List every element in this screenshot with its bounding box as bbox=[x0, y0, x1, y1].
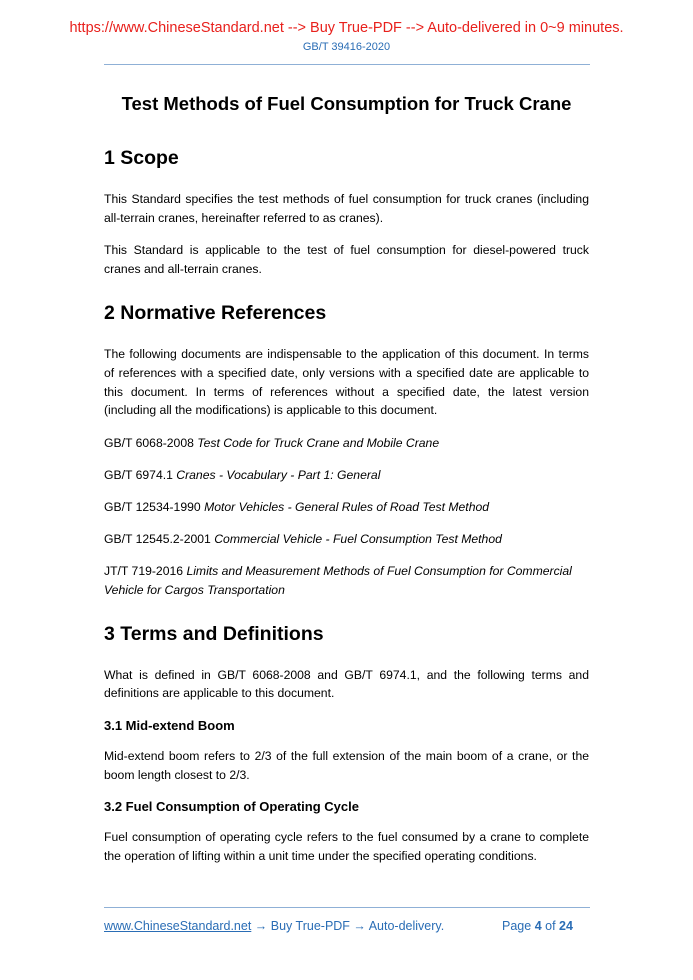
reference-title: Motor Vehicles - General Rules of Road Test Method bbox=[204, 499, 490, 514]
references-intro: The following documents are indispensable to the application of this document. In terms of references with a specified date, only versions with a specified date are applicable to this document. In terms of references without a specified date, the latest version (including all the modifications) is applicable to this document. bbox=[104, 347, 589, 418]
section-heading-scope: 1 Scope bbox=[104, 147, 179, 169]
footer-divider bbox=[104, 907, 590, 908]
footer-promo bbox=[104, 919, 444, 933]
page-indicator bbox=[502, 919, 573, 933]
reference-code: GB/T 6068-2008 bbox=[104, 435, 194, 450]
section-heading-normative-references: 2 Normative References bbox=[104, 302, 327, 325]
reference-item bbox=[104, 562, 589, 599]
reference-title: Limits and Measurement Methods of Fuel Consumption for Commercial Vehicle for Cargos Transportation bbox=[104, 564, 572, 597]
reference-code: JT/T 719-2016 bbox=[104, 564, 184, 579]
page-of: of bbox=[545, 919, 556, 933]
footer-website-link[interactable]: www.ChineseStandard.net bbox=[104, 919, 252, 933]
reference-item bbox=[104, 466, 589, 485]
top-banner-link[interactable]: https://www.ChineseStandard.net --> Buy True-PDF --> Auto-delivered in 0~9 minutes. bbox=[69, 20, 624, 36]
scope-paragraph-1: This Standard specifies the test methods of fuel consumption for truck cranes (including all-terrain cranes, hereinafter referred to as cranes). bbox=[104, 192, 589, 225]
term-heading-fuel-consumption-cycle: 3.2 Fuel Consumption of Operating Cycle bbox=[104, 799, 359, 815]
header-divider bbox=[104, 64, 590, 65]
reference-code: GB/T 12545.2-2001 bbox=[104, 532, 211, 547]
page-total: 24 bbox=[559, 919, 573, 933]
term-definition-fuel-consumption-cycle: Fuel consumption of operating cycle refers to the fuel consumed by a crane to complete the operation of lifting within a unit time under the specified operating conditions. bbox=[104, 830, 589, 863]
document-title: Test Methods of Fuel Consumption for Truck Crane bbox=[121, 93, 572, 114]
section-heading-terms-definitions: 3 Terms and Definitions bbox=[104, 622, 324, 645]
footer-tagline: → Buy True-PDF → Auto-delivery. bbox=[251, 919, 445, 933]
term-definition-mid-extend-boom: Mid-extend boom refers to 2/3 of the full extension of the main boom of a crane, or the boom length closest to 2/3. bbox=[104, 749, 589, 782]
term-heading-mid-extend-boom: 3.1 Mid-extend Boom bbox=[104, 718, 235, 733]
reference-title: Commercial Vehicle - Fuel Consumption Test Method bbox=[214, 532, 502, 547]
standard-code: GB/T 39416-2020 bbox=[302, 41, 391, 53]
document-body bbox=[104, 92, 589, 879]
page-current: 4 bbox=[534, 919, 542, 933]
reference-code: GB/T 12534-1990 bbox=[104, 499, 201, 514]
reference-item bbox=[104, 434, 589, 453]
reference-item bbox=[104, 530, 589, 549]
scope-paragraph-2: This Standard is applicable to the test of fuel consumption for diesel-powered truck cranes and all-terrain cranes. bbox=[104, 243, 589, 276]
reference-title: Test Code for Truck Crane and Mobile Crane bbox=[197, 435, 440, 450]
reference-title: Cranes - Vocabulary - Part 1: General bbox=[176, 467, 381, 482]
terms-intro: What is defined in GB/T 6068-2008 and GB/T 6974.1, and the following terms and definitions are applicable to this document. bbox=[104, 667, 589, 701]
reference-code: GB/T 6974.1 bbox=[104, 467, 173, 482]
page-label: Page bbox=[502, 919, 532, 933]
reference-item bbox=[104, 498, 589, 517]
